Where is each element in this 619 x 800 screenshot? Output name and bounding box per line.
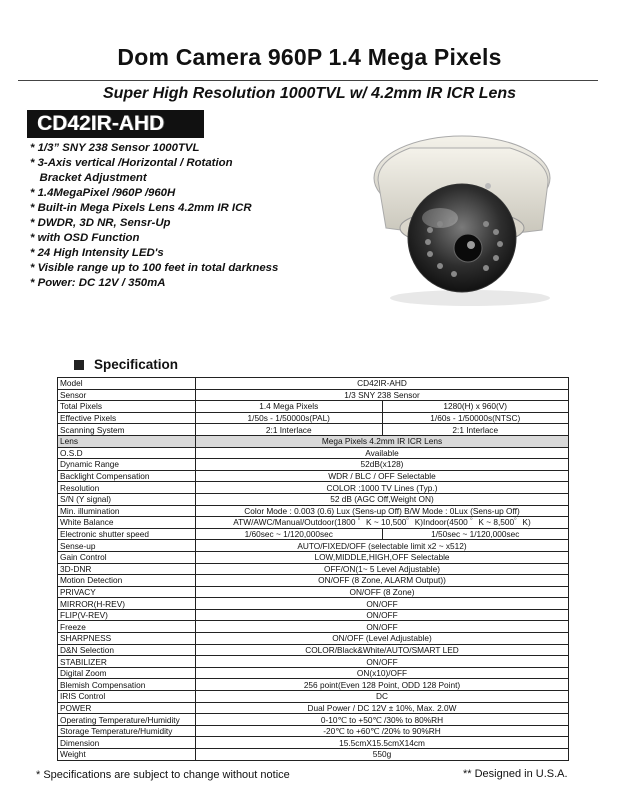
spec-value: ATW/AWC/Manual/Outdoor(1800 ゜K ~ 10,500゜K)Indoor(4500 ゜K ~ 8,500゜K) [196,517,569,529]
feature-item: * 1.4MegaPixel /960P /960H [30,187,176,199]
spec-value: DC [196,691,569,703]
spec-value-secondary: 1280(H) x 960(V) [382,401,569,413]
spec-label: 3D-DNR [58,563,196,575]
footnote-designed: ** Designed in U.S.A. [463,768,568,780]
spec-value: 1/50s - 1/50000s(PAL) [196,412,383,424]
table-row [58,749,569,761]
table-row [58,378,569,390]
table-row [58,644,569,656]
spec-label: Weight [58,749,196,761]
spec-label: IRIS Control [58,691,196,703]
table-row [58,528,569,540]
table-row [58,667,569,679]
table-row [58,505,569,517]
table-row [58,563,569,575]
spec-value: ON/OFF [196,656,569,668]
spec-label: Model [58,378,196,390]
table-row [58,470,569,482]
spec-label: Dimension [58,737,196,749]
spec-label: Blemish Compensation [58,679,196,691]
spec-value-secondary: 1/60s - 1/50000s(NTSC) [382,412,569,424]
table-row [58,609,569,621]
spec-label: O.S.D [58,447,196,459]
specification-heading [74,357,178,372]
spec-label: STABILIZER [58,656,196,668]
table-row [58,633,569,645]
spec-label: MIRROR(H-REV) [58,598,196,610]
spec-label: Sensor [58,389,196,401]
spec-value: CD42IR-AHD [196,378,569,390]
spec-label: Effective Pixels [58,412,196,424]
spec-value: 52 dB (AGC Off,Weight ON) [196,493,569,505]
table-row [58,540,569,552]
feature-item: * Built-in Mega Pixels Lens 4.2mm IR ICR [30,202,252,214]
spec-value: LOW,MIDDLE,HIGH,OFF Selectable [196,551,569,563]
spec-value-secondary: 2:1 Interlace [382,424,569,436]
spec-value: Color Mode : 0.003 (0.6) Lux (Sens-up Off) B/W Mode : 0Lux (Sens-up Off) [196,505,569,517]
spec-value: ON/OFF [196,598,569,610]
spec-label: White Balance [58,517,196,529]
spec-value: ON/OFF (8 Zone) [196,586,569,598]
feature-item: * 3-Axis vertical /Horizontal / Rotation [30,157,233,169]
spec-value: AUTO/FIXED/OFF (selectable limit x2 ~ x512) [196,540,569,552]
table-row [58,656,569,668]
page-title: Dom Camera 960P 1.4 Mega Pixels [117,44,502,70]
page-subtitle: Super High Resolution 1000TVL w/ 4.2mm IR ICR Lens [102,85,517,102]
bullet-square-icon [74,360,84,370]
spec-label: D&N Selection [58,644,196,656]
table-row [58,389,569,401]
spec-value: ON/OFF (8 Zone, ALARM Output)) [196,575,569,587]
table-row [58,679,569,691]
spec-label: SHARPNESS [58,633,196,645]
feature-item: * 1/3” SNY 238 Sensor 1000TVL [30,142,200,154]
table-row [58,493,569,505]
spec-value: ON/OFF [196,609,569,621]
specification-heading-label: Specification [94,357,179,372]
spec-value: Available [196,447,569,459]
table-row [58,424,569,436]
table-row [58,598,569,610]
footnote-specifications: * Specifications are subject to change without notice [36,769,290,781]
dome-camera-image [370,120,580,310]
specification-table [57,377,569,761]
spec-label: Resolution [58,482,196,494]
spec-value: Dual Power / DC 12V ± 10%, Max. 2.0W [196,702,569,714]
table-row [58,551,569,563]
model-badge-label: CD42IR-AHD [37,112,165,135]
table-row [58,702,569,714]
table-row [58,714,569,726]
spec-value: COLOR/Black&White/AUTO/SMART LED [196,644,569,656]
table-row [58,691,569,703]
table-row [58,517,569,529]
table-row [58,621,569,633]
feature-item: * DWDR, 3D NR, Sensr-Up [30,217,171,229]
spec-value: 1.4 Mega Pixels [196,401,383,413]
title-divider [18,80,598,81]
table-row [58,575,569,587]
spec-value: WDR / BLC / OFF Selectable [196,470,569,482]
spec-value: OFF/ON(1~ 5 Level Adjustable) [196,563,569,575]
spec-value: 15.5cmX15.5cmX14cm [196,737,569,749]
spec-value: ON/OFF (Level Adjustable) [196,633,569,645]
spec-value: ON/OFF [196,621,569,633]
table-row [58,737,569,749]
spec-value: 2:1 Interlace [196,424,383,436]
spec-value: COLOR :1000 TV Lines (Typ.) [196,482,569,494]
table-row [58,482,569,494]
spec-label: Backlight Compensation [58,470,196,482]
spec-label: Scanning System [58,424,196,436]
spec-value: 256 point(Even 128 Point, ODD 128 Point) [196,679,569,691]
spec-value: Mega Pixels 4.2mm IR ICR Lens [196,435,569,447]
feature-item: * 24 High Intensity LED's [30,247,164,259]
table-row [58,725,569,737]
spec-label: Gain Control [58,551,196,563]
table-row [58,459,569,471]
spec-label: Digital Zoom [58,667,196,679]
spec-label: Total Pixels [58,401,196,413]
spec-label: S/N (Y signal) [58,493,196,505]
feature-item: * with OSD Function [30,232,140,244]
spec-value: 0-10℃ to +50℃ /30% to 80%RH [196,714,569,726]
model-badge [27,110,204,138]
spec-label: FLIP(V-REV) [58,609,196,621]
spec-label: PRIVACY [58,586,196,598]
spec-label: Electronic shutter speed [58,528,196,540]
spec-value: 1/60sec ~ 1/120,000sec [196,528,383,540]
spec-label: Lens [58,435,196,447]
feature-list [30,141,278,291]
spec-label: Sense-up [58,540,196,552]
table-row [58,447,569,459]
spec-value: ON(x10)/OFF [196,667,569,679]
feature-item: * Power: DC 12V / 350mA [30,277,166,289]
spec-label: Storage Temperature/Humidity [58,725,196,737]
spec-label: Min. illumination [58,505,196,517]
table-row [58,435,569,447]
spec-value: -20℃ to +60℃ /20% to 90%RH [196,725,569,737]
spec-label: Freeze [58,621,196,633]
table-row [58,401,569,413]
table-row [58,586,569,598]
spec-value-secondary: 1/50sec ~ 1/120,000sec [382,528,569,540]
spec-label: Dynamic Range [58,459,196,471]
feature-item: Bracket Adjustment [30,172,147,184]
spec-label: Operating Temperature/Humidity [58,714,196,726]
table-row [58,412,569,424]
spec-label: POWER [58,702,196,714]
spec-value: 52dB(x128) [196,459,569,471]
feature-item: * Visible range up to 100 feet in total darkness [30,262,279,274]
spec-value: 1/3 SNY 238 Sensor [196,389,569,401]
spec-value: 550g [196,749,569,761]
spec-label: Motion Detection [58,575,196,587]
